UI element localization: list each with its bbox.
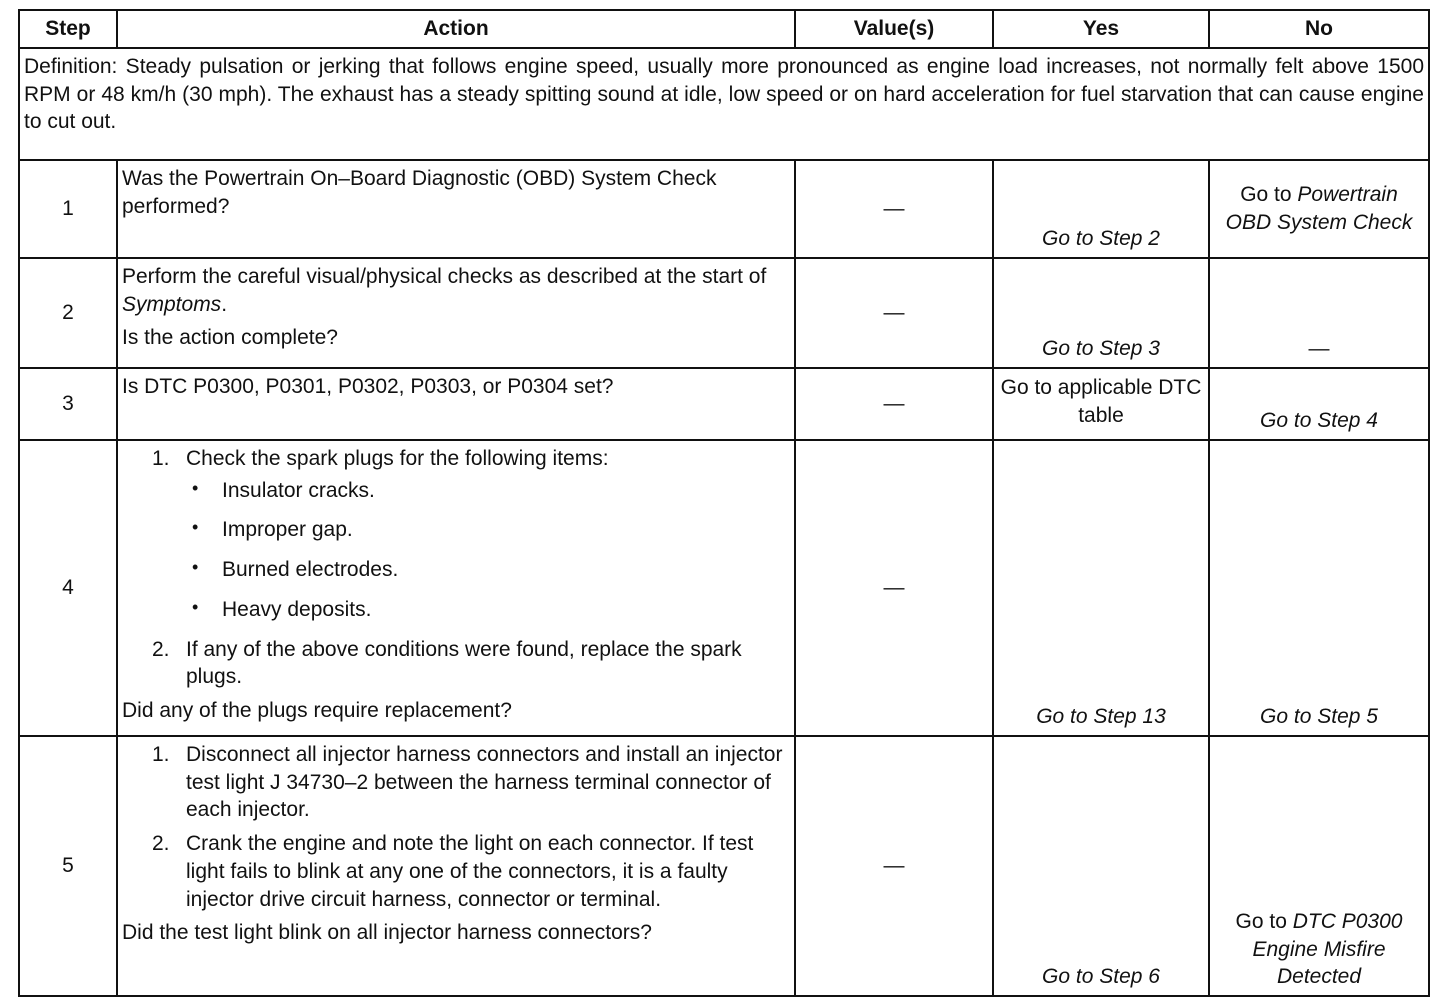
- list-item: [122, 830, 786, 913]
- value-cell: —: [795, 258, 993, 368]
- bullet-item: • Heavy deposits.: [186, 596, 786, 624]
- header-action: Action: [117, 10, 795, 48]
- action-text: Is DTC P0300, P0301, P0302, P0303, or P0304 set?: [117, 368, 795, 440]
- header-yes: Yes: [993, 10, 1209, 48]
- no-cell: —: [1209, 258, 1429, 368]
- action-text: [122, 263, 786, 318]
- bullet-list: [186, 477, 786, 624]
- definition-text: Definition: Steady pulsation or jerking that follows engine speed, usually more pronounced as engine load increases, not normally felt above 1500 RPM or 48 km/h (30 mph). The exhaust has a steady spitting sound at idle, low speed or on hard acceleration for fuel starvation that can cause engine to cut out.: [19, 48, 1429, 160]
- step-number: 1: [19, 160, 117, 258]
- diagnostic-table-container: [18, 9, 1428, 997]
- table-row: [19, 160, 1429, 258]
- action-italic: Symptoms: [122, 292, 222, 316]
- value-cell: —: [795, 368, 993, 440]
- action-cell: [117, 736, 795, 996]
- yes-cell: [993, 258, 1209, 368]
- yes-cell: Go to applicable DTC table: [993, 368, 1209, 440]
- value-cell: —: [795, 160, 993, 258]
- bullet-item: • Burned electrodes.: [186, 556, 786, 584]
- no-cell: [1209, 736, 1429, 996]
- table-row: [19, 736, 1429, 996]
- item-number: 2.: [152, 832, 170, 856]
- item-text: If any of the above conditions were found, replace the spark plugs.: [186, 637, 742, 689]
- value-cell: —: [795, 440, 993, 736]
- no-link: DTC P0300 Engine Misfire Detected: [1252, 909, 1403, 989]
- bullet-item: • Insulator cracks.: [186, 477, 786, 505]
- action-cell: [117, 440, 795, 736]
- definition-row: [19, 48, 1429, 160]
- list-item: [122, 741, 786, 824]
- action-steps: [122, 741, 786, 913]
- header-step: Step: [19, 10, 117, 48]
- yes-cell: [993, 736, 1209, 996]
- no-prefix: Go to: [1240, 183, 1292, 207]
- item-number: 1.: [152, 743, 170, 766]
- yes-link: Go to Step 13: [1036, 705, 1166, 729]
- action-prefix: Perform the careful visual/physical checks as described at the start of: [122, 265, 767, 288]
- action-question: Is the action complete?: [122, 326, 338, 350]
- yes-cell: [993, 160, 1209, 258]
- list-item: [122, 636, 786, 691]
- action-question: Did any of the plugs require replacement?: [122, 699, 512, 723]
- yes-link: Go to Step 6: [1042, 965, 1160, 989]
- header-no: No: [1209, 10, 1429, 48]
- list-item: [122, 445, 786, 624]
- no-cell: [1209, 160, 1429, 258]
- no-prefix: Go to: [1235, 909, 1287, 933]
- table-row: [19, 368, 1429, 440]
- item-text: Check the spark plugs for the following items:: [186, 447, 609, 470]
- header-values: Value(s): [795, 10, 993, 48]
- step-number: 2: [19, 258, 117, 368]
- action-text: Was the Powertrain On–Board Diagnostic (OBD) System Check performed?: [117, 160, 795, 258]
- yes-link: Go to Step 2: [1042, 227, 1160, 251]
- no-link: Go to Step 5: [1260, 705, 1378, 729]
- item-number: 2.: [152, 637, 170, 661]
- header-row: [19, 10, 1429, 48]
- item-text: Disconnect all injector harness connectors and install an injector test light J 34730–2 between the harness terminal connector of each injector.: [186, 743, 783, 822]
- yes-cell: [993, 440, 1209, 736]
- table-row: [19, 440, 1429, 736]
- no-cell: [1209, 440, 1429, 736]
- action-suffix: .: [221, 292, 228, 316]
- step-number: 3: [19, 368, 117, 440]
- table-row: [19, 258, 1429, 368]
- no-link: Go to Step 4: [1260, 409, 1378, 433]
- no-cell: [1209, 368, 1429, 440]
- item-text: Crank the engine and note the light on each connector. If test light fails to blink at any one of the connectors, it is a faulty injector drive circuit harness, connector or terminal.: [186, 832, 754, 911]
- item-number: 1.: [152, 447, 170, 470]
- step-number: 5: [19, 736, 117, 996]
- action-question: Did the test light blink on all injector harness connectors?: [122, 921, 652, 945]
- no-link: Powertrain OBD System Check: [1225, 183, 1413, 234]
- action-steps: [122, 445, 786, 691]
- value-cell: —: [795, 736, 993, 996]
- step-number: 4: [19, 440, 117, 736]
- bullet-item: • Improper gap.: [186, 516, 786, 544]
- yes-link: Go to Step 3: [1042, 337, 1160, 361]
- action-cell: [117, 258, 795, 368]
- diagnostic-table: [18, 9, 1430, 997]
